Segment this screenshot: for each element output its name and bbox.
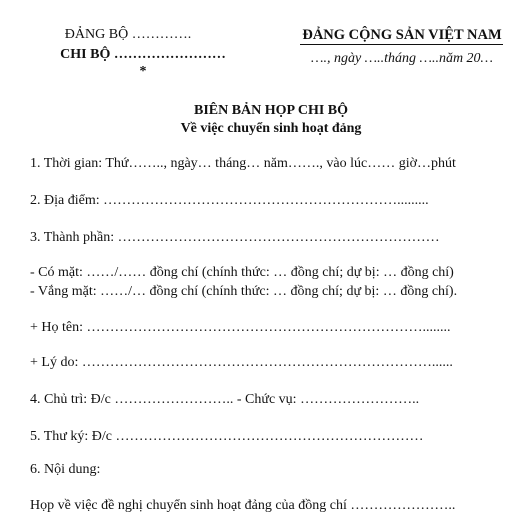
party-name-heading: ĐẢNG CỘNG SẢN VIỆT NAM bbox=[302, 27, 502, 43]
meeting-location-line: 2. Địa điểm: ………………………………………………………......... bbox=[30, 193, 429, 208]
party-committee-label: ĐẢNG BỘ …………. bbox=[64, 27, 192, 42]
absent-name-line: + Họ tên: ………………………………………………………………........ bbox=[30, 320, 451, 335]
party-branch-label: CHI BỘ …………………… bbox=[60, 47, 226, 62]
document-title: BIÊN BẢN HỌP CHI BỘ bbox=[193, 103, 349, 118]
date-line: …., ngày …..tháng …..năm 20… bbox=[310, 51, 494, 66]
chairperson-line: 4. Chủ trì: Đ/c …………………….. - Chức vụ: …………………….. bbox=[30, 392, 420, 407]
content-heading: 6. Nội dung: bbox=[30, 462, 101, 477]
secretary-line: 5. Thư ký: Đ/c ………………………………………………………… bbox=[30, 429, 424, 444]
absent-count-line: - Vắng mặt: ……/… đồng chí (chính thức: … đồng chí; dự bị: … đồng chí). bbox=[30, 284, 458, 299]
attendees-line: 3. Thành phần: …………………………………………………………… bbox=[30, 230, 440, 245]
document-subtitle: Về việc chuyển sinh hoạt đảng bbox=[180, 121, 362, 136]
header-star: * bbox=[139, 64, 147, 79]
absent-reason-line: + Lý do: …………………………………………………………………...... bbox=[30, 355, 453, 370]
meeting-purpose-line: Họp về việc đề nghị chuyển sinh hoạt đảng của đồng chí ………………….. bbox=[30, 498, 456, 513]
meeting-time-line: 1. Thời gian: Thứ…….., ngày… tháng… năm……., vào lúc…… giờ…phút bbox=[30, 156, 456, 171]
present-count-line: - Có mặt: ……/…… đồng chí (chính thức: … đồng chí; dự bị: … đồng chí) bbox=[30, 265, 454, 280]
party-name-underline bbox=[300, 44, 503, 45]
